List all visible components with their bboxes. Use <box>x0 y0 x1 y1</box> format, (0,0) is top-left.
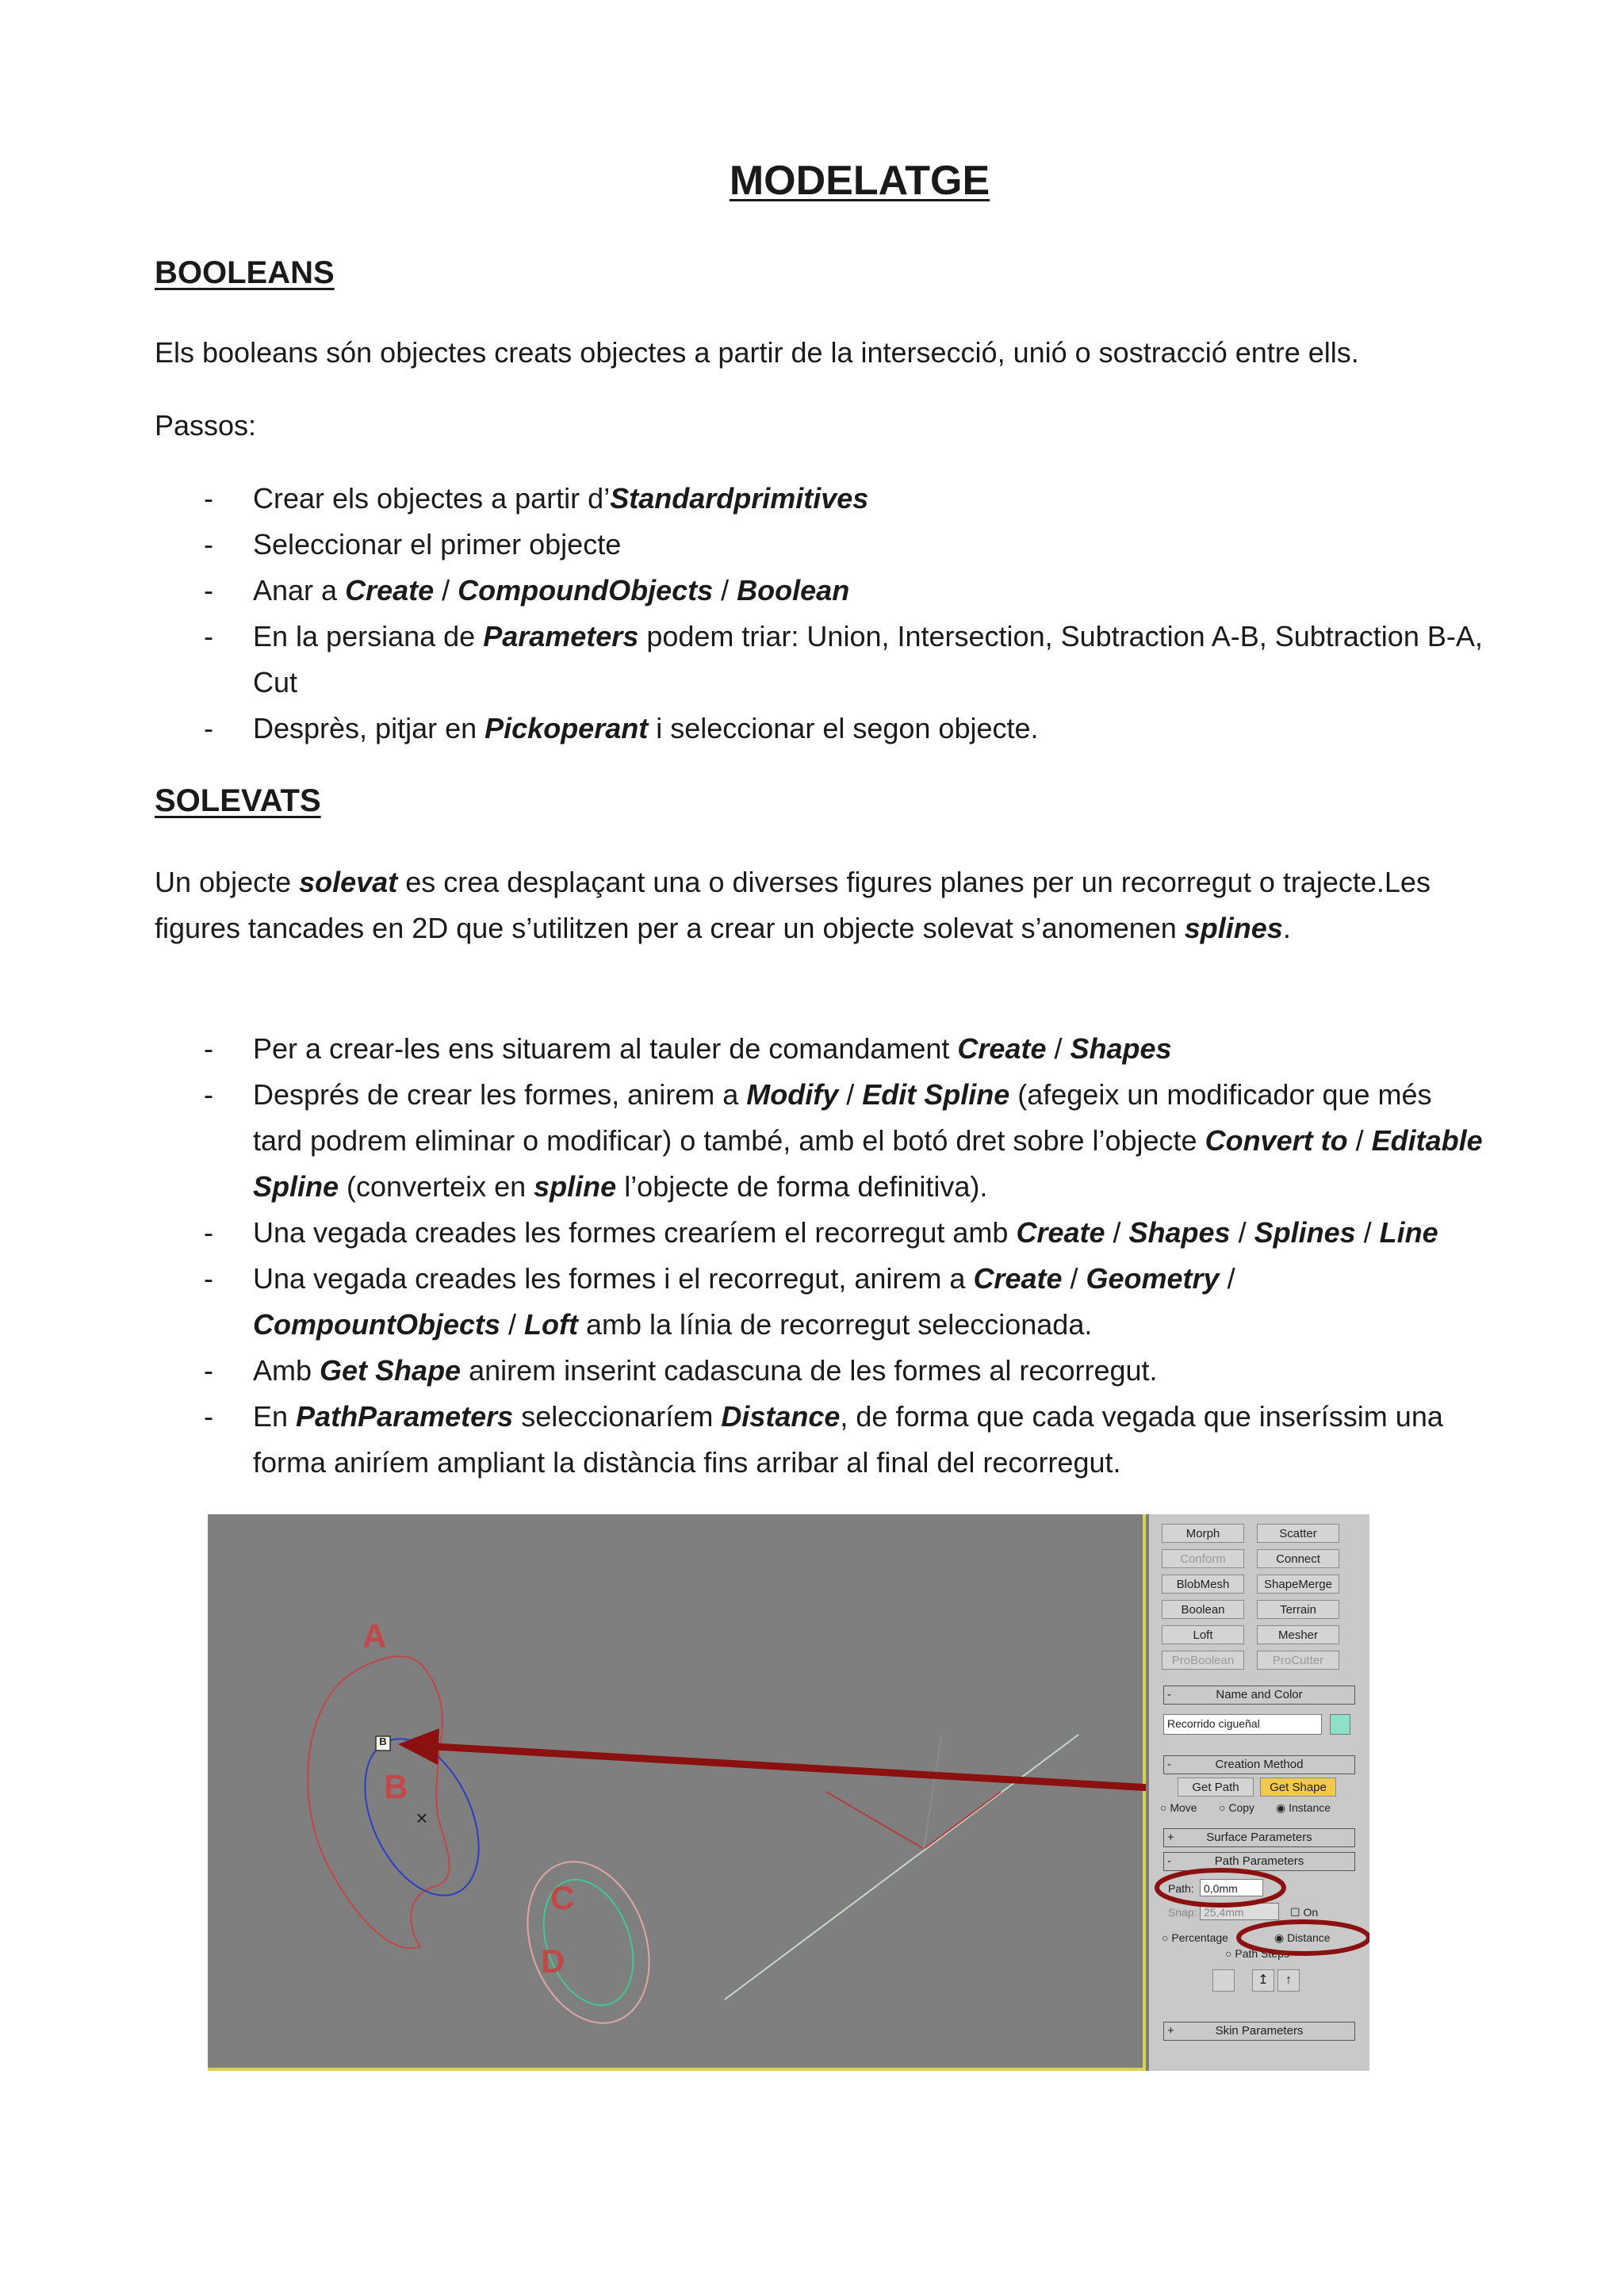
list-item: - Després de crear les formes, anirem a Modify / Edit Spline (afegeix un modificador que més tard podrem eliminar o modificar) o també, amb el botó dret sobre l’objecte Convert to / Editable Spline (converteix en spline l’objecte de forma definitiva). <box>155 1072 1487 1210</box>
list-item: - Anar a Create / CompoundObjects / Boolean <box>155 568 1487 614</box>
label-a: A <box>362 1617 387 1655</box>
list-item: - En la persiana de Parameters podem triar: Union, Intersection, Subtraction A-B, Subtraction B-A, Cut <box>155 614 1487 706</box>
gizmo-axis-x <box>826 1792 924 1849</box>
annotation-arrow <box>422 1746 1146 1788</box>
scatter-button[interactable]: Scatter <box>1257 1524 1339 1543</box>
label-c: C <box>550 1879 575 1916</box>
booleans-intro: Els booleans són objectes creats objectes a partir de la intersecció, unió o sostracció entre ells. <box>155 336 1359 369</box>
get-path-button[interactable]: Get Path <box>1178 1777 1254 1797</box>
label-b: B <box>384 1768 408 1805</box>
connect-button[interactable]: Connect <box>1257 1549 1339 1568</box>
next-shape-icon[interactable]: ↑ <box>1277 1969 1300 1992</box>
percentage-radio[interactable]: ○ Percentage <box>1162 1931 1228 1944</box>
shapemerge-button[interactable]: ShapeMerge <box>1257 1575 1339 1594</box>
heading-solevats: SOLEVATS <box>155 783 321 818</box>
snap-label: Snap: <box>1168 1906 1197 1919</box>
solevats-steps-list <box>155 1026 1487 1486</box>
path-label: Path: <box>1168 1882 1194 1895</box>
loft-button[interactable]: Loft <box>1162 1625 1244 1644</box>
rollout-surface-parameters[interactable]: + Surface Parameters <box>1163 1828 1355 1847</box>
shape-d-outline <box>506 1845 670 2041</box>
command-panel <box>1149 1514 1369 2071</box>
mesher-button[interactable]: Mesher <box>1257 1625 1339 1644</box>
list-item: - Per a crear-les ens situarem al tauler de comandament Create / Shapes <box>155 1026 1487 1072</box>
list-item: - Desprès, pitjar en Pickoperant i seleccionar el segon objecte. <box>155 706 1487 752</box>
conform-button[interactable]: Conform <box>1162 1549 1244 1568</box>
list-item: - Una vegada creades les formes i el recorregut, anirem a Create / Geometry / CompountObjects / Loft amb la línia de recorregut seleccionada. <box>155 1256 1487 1348</box>
rollout-name-color[interactable]: - Name and Color <box>1163 1686 1355 1705</box>
procutter-button[interactable]: ProCutter <box>1257 1651 1339 1670</box>
copy-radio[interactable]: ○ Copy <box>1219 1801 1255 1814</box>
terrain-button[interactable]: Terrain <box>1257 1600 1339 1619</box>
proboolean-button[interactable]: ProBoolean <box>1162 1651 1244 1670</box>
move-radio[interactable]: ○ Move <box>1160 1801 1197 1814</box>
solevats-intro: Un objecte solevat es crea desplaçant una o diverses figures planes per un recorregut o trajecte.Les figures tancades en 2D que s’utilitzen per a crear un objecte solevat s’anomenen splines. <box>155 866 1431 944</box>
get-shape-button[interactable]: Get Shape <box>1260 1777 1336 1797</box>
rollout-creation-method[interactable]: - Creation Method <box>1163 1755 1355 1774</box>
shape-a-outline <box>308 1656 450 1948</box>
rollout-skin-parameters[interactable]: + Skin Parameters <box>1163 2022 1355 2041</box>
prev-shape-icon[interactable]: ↥ <box>1252 1969 1274 1992</box>
steps-label: Passos: <box>155 409 257 442</box>
blobmesh-button[interactable]: BlobMesh <box>1162 1575 1244 1594</box>
object-name-input[interactable]: Recorrido cigueñal <box>1163 1714 1322 1735</box>
path-value-input[interactable]: 0,0mm <box>1200 1879 1263 1896</box>
morph-button[interactable]: Morph <box>1162 1524 1244 1543</box>
label-b-small: B <box>379 1735 387 1747</box>
path-steps-radio[interactable]: ○ Path Steps <box>1225 1947 1289 1960</box>
gizmo-axis-y <box>924 1792 1001 1849</box>
list-item: - Amb Get Shape anirem inserint cadascuna de les formes al recorregut. <box>155 1348 1487 1394</box>
booleans-steps-list <box>155 476 1487 752</box>
instance-radio[interactable]: ◉ Instance <box>1276 1801 1331 1814</box>
on-checkbox[interactable]: ☐ On <box>1290 1906 1319 1919</box>
list-item: - Seleccionar el primer objecte <box>155 522 1487 568</box>
viewport <box>208 1514 1146 2071</box>
annotation-arrow-head <box>398 1728 439 1765</box>
color-swatch[interactable] <box>1330 1714 1350 1735</box>
list-item: - Crear els objectes a partir d’Standardprimitives <box>155 476 1487 522</box>
viewport-drawing <box>208 1514 1146 2071</box>
boolean-button[interactable]: Boolean <box>1162 1600 1244 1619</box>
list-item: - Una vegada creades les formes crearíem el recorregut amb Create / Shapes / Splines / Line <box>155 1210 1487 1256</box>
page-title: MODELATGE <box>729 158 990 204</box>
gizmo-axis-z <box>924 1736 941 1849</box>
pick-shape-icon[interactable] <box>1212 1969 1235 1992</box>
label-d: D <box>541 1942 565 1980</box>
rollout-path-parameters[interactable]: - Path Parameters <box>1163 1852 1355 1871</box>
heading-booleans: BOOLEANS <box>155 255 335 290</box>
distance-radio[interactable]: ◉ Distance <box>1274 1931 1331 1944</box>
snap-value-input[interactable]: 25,4mm <box>1200 1903 1279 1920</box>
list-item: - En PathParameters seleccionaríem Distance, de forma que cada vegada que inseríssim una forma aniríem ampliant la distància fins arribar al final del recorregut. <box>155 1394 1487 1486</box>
center-cross-icon: × <box>416 1806 428 1830</box>
loft-screenshot <box>208 1514 1369 2071</box>
